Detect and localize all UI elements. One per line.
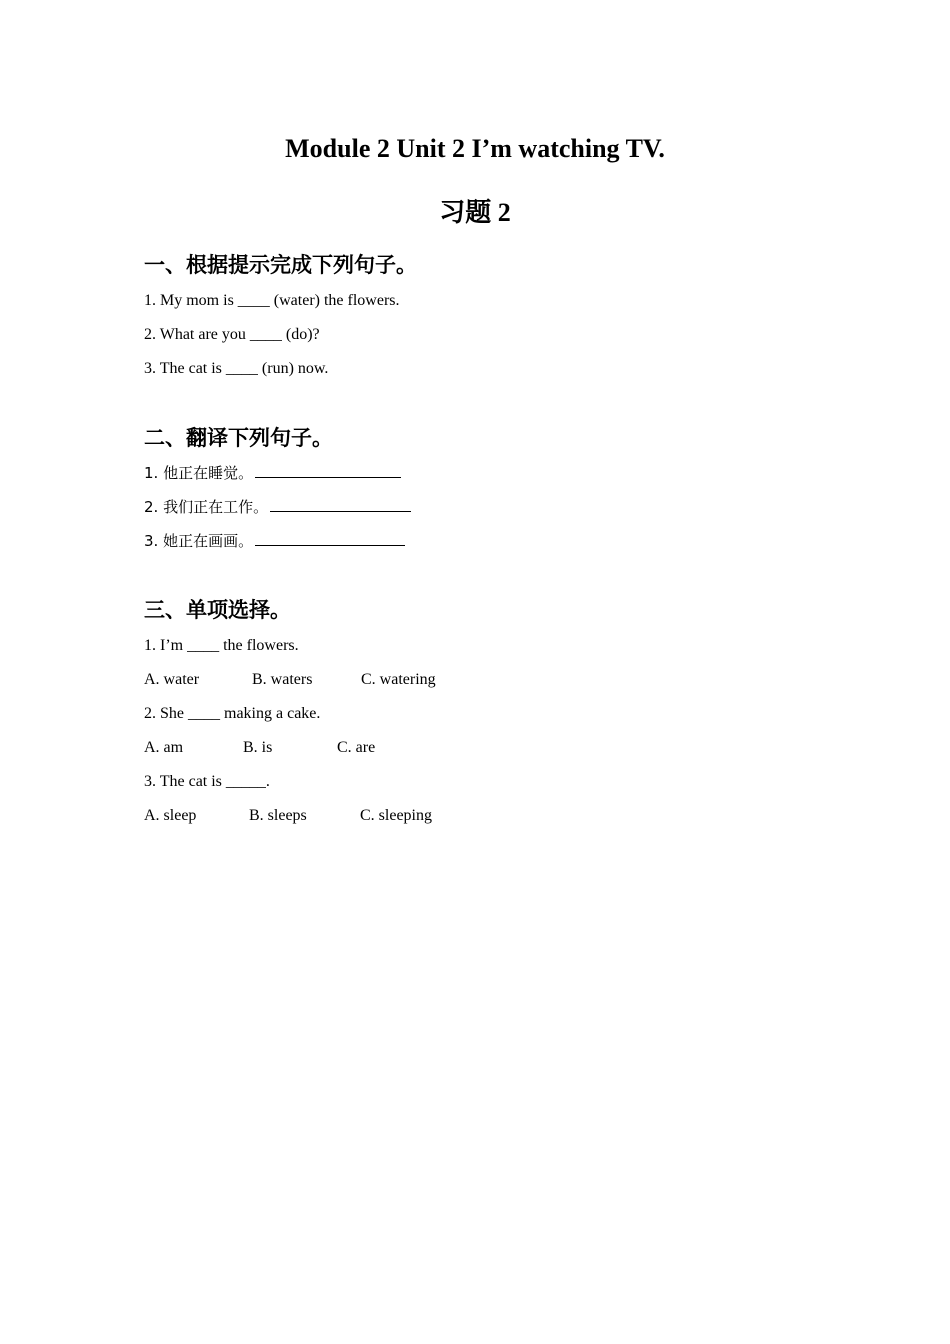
page-title: Module 2 Unit 2 I’m watching TV. <box>285 134 665 163</box>
section1-heading: 一、根据提示完成下列句子。 <box>144 253 417 277</box>
option-a: A. am <box>144 739 184 756</box>
section1-item-3: 3. The cat is ____ (run) now. <box>144 360 329 377</box>
section2-item-3 <box>144 531 405 552</box>
answer-line <box>255 544 405 546</box>
answer-line <box>255 476 401 478</box>
section2-heading: 二、翻译下列句子。 <box>144 426 333 450</box>
option-b: B. sleeps <box>249 807 307 824</box>
section3-question-1: 1. I’m ____ the flowers. <box>144 637 299 654</box>
section2-item-2 <box>144 497 411 518</box>
option-c: C. are <box>337 739 376 756</box>
section1-item-1: 1. My mom is ____ (water) the flowers. <box>144 292 400 309</box>
section3-question-3: 3. The cat is _____. <box>144 773 270 790</box>
option-a: A. water <box>144 671 200 688</box>
option-a: A. sleep <box>144 807 197 824</box>
section3-heading: 三、单项选择。 <box>144 598 291 622</box>
option-b: B. waters <box>252 671 313 688</box>
page-subtitle: 习题 2 <box>439 198 511 227</box>
section2-item-2-text: 2. 我们正在工作。 <box>144 498 269 516</box>
section1-item-2: 2. What are you ____ (do)? <box>144 326 320 343</box>
section2-item-1-text: 1. 他正在睡觉。 <box>144 464 254 482</box>
option-c: C. watering <box>361 671 436 688</box>
section3-question-2: 2. She ____ making a cake. <box>144 705 321 722</box>
section2-item-3-text: 3. 她正在画画。 <box>144 532 254 550</box>
option-b: B. is <box>243 739 273 756</box>
answer-line <box>270 510 411 512</box>
section2-item-1 <box>144 463 401 484</box>
option-c: C. sleeping <box>360 807 432 824</box>
